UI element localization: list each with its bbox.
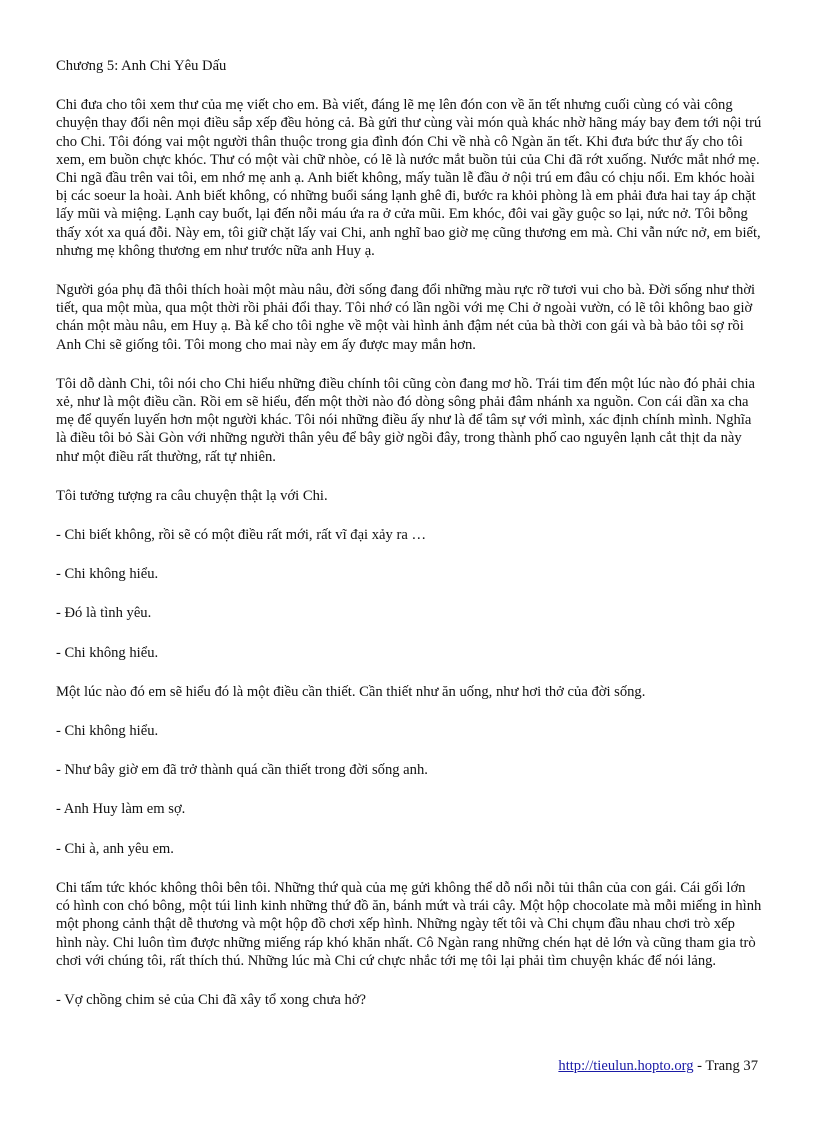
document-page bbox=[56, 57, 762, 1030]
paragraph-comfort: Tôi dỗ dành Chi, tôi nói cho Chi hiểu những điều chính tôi cũng còn đang mơ hồ. Trái tim đến một lúc nào đó phải chia xẻ, như là một điều cần. Rồi em sẽ hiểu, đến một thời nào đó dòng sông phải đâm nhánh xa nguồn. Con cái dần xa cha mẹ để quyến luyến hơn một người khác. Tôi nói những điều ấy như là để tâm sự với mình, xác định chính mình. Nghĩa là điều tôi bỏ Sài Gòn với những người thân yêu để bây giờ ngồi đây, trong thành phố cao nguyên lạnh cắt thịt da này như một điều rất thường, rất tự nhiên. bbox=[56, 375, 756, 465]
dialogue-line: - Chi không hiểu. bbox=[56, 723, 159, 740]
page-number: - Trang 37 bbox=[693, 1058, 758, 1074]
dialogue-line: - Chi không hiểu. bbox=[56, 644, 159, 661]
paragraph-imagine: Tôi tưởng tượng ra câu chuyện thật lạ với Chi. bbox=[56, 487, 328, 504]
paragraph-widow: Người góa phụ đã thôi thích hoài một màu nâu, đời sống đang đổi những màu rực rỡ tươi vui cho bà. Đời sống như thời tiết, qua một mùa, qua một thời rồi phải đổi thay. Tôi nhớ có lần ngồi với mẹ Chi ở ngoài vườn, có lẽ tôi không bao giờ chán một màu nâu, em Huy ạ. Bà kể cho tôi nghe về một vài hình ảnh đậm nét của bà thời con gái và bà bảo tôi sợ rồi Anh Chi sẽ giống tôi. Tôi mong cho mai này em ấy được may mắn hơn. bbox=[56, 282, 756, 353]
dialogue-line: - Chi biết không, rồi sẽ có một điều rất mới, rất vĩ đại xảy ra … bbox=[56, 527, 427, 544]
dialogue-line: - Anh Huy làm em sợ. bbox=[56, 801, 186, 818]
dialogue-line: - Chi không hiểu. bbox=[56, 566, 159, 583]
paragraph-gifts: Chi tấm tức khóc không thôi bên tôi. Những thứ quà của mẹ gửi không thể dỗ nổi nỗi tủi thân của con gái. Cái gối lớn có hình con chó bông, một túi linh kinh những thứ đồ ăn, bánh mứt và trái cây. Một hộp chocolate mà mỗi miếng in hình một phong cảnh thật dễ thương và một hộp đồ chơi xếp hình. Những ngày tết tôi và Chi chụm đầu nhau chơi trò xếp hình này. Chi luôn tìm được những miếng ráp khó khăn nhất. Cô Ngàn rang những chén hạt dẻ lớn và cũng tham gia trò chơi với chúng tôi, rất thích thú. Những lúc mà Chi cứ chực nhắc tới mẹ tôi lại phải tìm chuyện khác để nói lảng. bbox=[56, 879, 762, 969]
paragraph-letter: Chi đưa cho tôi xem thư của mẹ viết cho em. Bà viết, đáng lẽ mẹ lên đón con về ăn tết nhưng cuối cùng có vài công chuyện thay đổi nên mọi điều sắp xếp đều hỏng cả. Bà gửi thư cùng vài món quà khác nhờ hãng máy bay đem tới nội trú cho Chi. Tôi đóng vai một người thân thuộc trong gia đình đón Chi về nhà cô Ngàn ăn tết. Khi đưa bức thư ấy cho tôi xem, em buồn chực khóc. Thư có một vài chữ nhòe, có lẽ là nước mắt buồn tủi của Chi đã rớt xuống. Nước mắt nhớ mẹ. Chi ngã đầu trên vai tôi, em nhớ mẹ anh ạ. Anh biết không, mấy tuần lễ đầu ở nội trú em đâu có chịu nổi. Em khóc hoài bị các soeur la hoài. Anh biết không, có những buổi sáng lạnh ghê đi, bước ra khỏi phòng là em phải đưa hai tay áp chặt lấy mũi và miệng. Lạnh cay buốt, lại đến nỗi máu ứa ra ở cửa mũi. Em khóc, đôi vai gầy guộc so lại, nức nở. Tôi bỗng thấy xót xa quá đỗi. Này em, tôi giữ chặt lấy vai Chi, anh nghĩ bao giờ mẹ cũng thương em mà. Chi vẫn nức nở, em biết, nhưng mẹ không thương em như trước nữa anh Huy ạ. bbox=[56, 97, 762, 259]
source-link[interactable]: http://tieulun.hopto.org bbox=[558, 1058, 694, 1074]
dialogue-line: - Vợ chồng chim sẻ của Chi đã xây tổ xong chưa hở? bbox=[56, 991, 367, 1008]
dialogue-line: - Đó là tình yêu. bbox=[56, 605, 152, 622]
dialogue-line: - Chi à, anh yêu em. bbox=[56, 840, 174, 857]
chapter-title: Chương 5: Anh Chi Yêu Dấu bbox=[56, 58, 227, 74]
dialogue-line: - Như bây giờ em đã trở thành quá cần thiết trong đời sống anh. bbox=[56, 762, 428, 779]
page-footer bbox=[558, 1057, 758, 1075]
paragraph-necessary: Một lúc nào đó em sẽ hiểu đó là một điều cần thiết. Cần thiết như ăn uống, như hơi thở của đời sống. bbox=[56, 683, 646, 700]
